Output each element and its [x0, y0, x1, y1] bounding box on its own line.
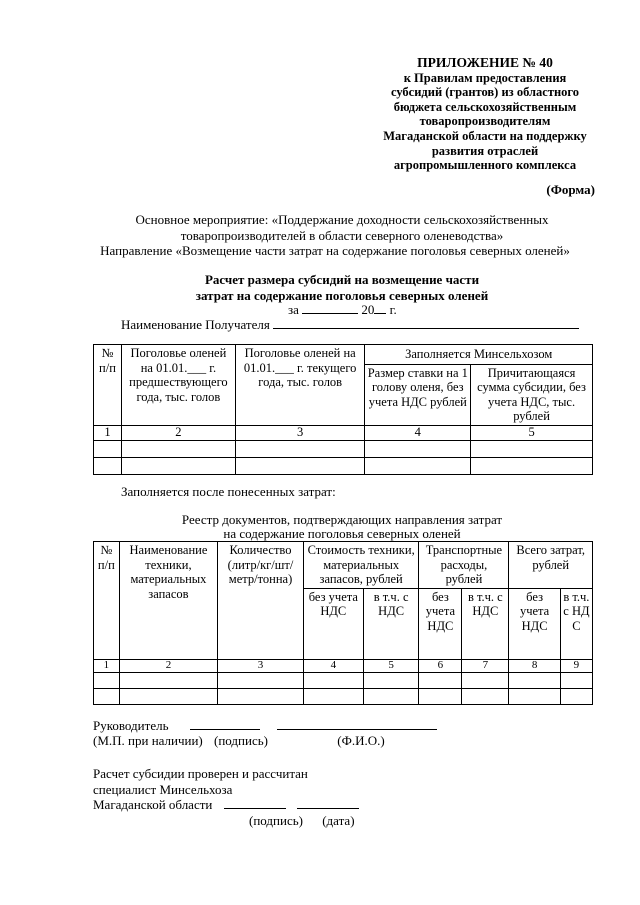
header-ministry: Заполняется Минсельхозом [365, 345, 593, 365]
header-incl-vat: в т.ч. с НДС [462, 588, 509, 659]
calc-table [93, 344, 593, 475]
col-number: 1 [94, 425, 122, 440]
fio-caption: (Ф.И.О.) [337, 733, 385, 748]
col-number: 2 [119, 659, 218, 672]
table-row [94, 688, 593, 704]
specialist-sign-blank[interactable] [224, 808, 286, 809]
table-cell[interactable] [509, 688, 560, 704]
calc-title-line: Расчет размера субсидий на возмещение части [204, 272, 480, 287]
sign-caption: (подпись) [249, 812, 303, 828]
col-number: 4 [303, 659, 363, 672]
checked-block [93, 766, 359, 828]
calc-title [22, 272, 640, 303]
col-number: 8 [509, 659, 560, 672]
header-cost: Стоимость техники, материальных запасов, рублей [303, 542, 419, 589]
period-suffix: г. [389, 302, 397, 317]
appendix-line: бюджета сельскохозяйственным [393, 99, 577, 114]
header-due: Причитающаяся сумма субсидии, без учета НДС, тыс. рублей [471, 364, 593, 425]
table-cell[interactable] [363, 688, 419, 704]
recipient-blank[interactable] [273, 328, 579, 329]
period-line [288, 302, 397, 318]
col-number: 5 [471, 425, 593, 440]
intro-line: Направление «Возмещение части затрат на содержание поголовья северных оленей» [100, 243, 570, 258]
intro-line: Основное мероприятие: «Поддержание доходности сельскохозяйственных [135, 212, 549, 227]
table-cell[interactable] [235, 440, 365, 457]
col-number: 3 [218, 659, 304, 672]
header-rate: Размер ставки на 1 голову оленя, без учета НДС рублей [365, 364, 471, 425]
checked-line: специалист Минсельхоза [93, 781, 233, 797]
appendix-line: к Правилам предоставления [403, 70, 567, 85]
period-year: 20 [361, 302, 375, 317]
col-number: 6 [419, 659, 462, 672]
header-prev-herd: Поголовье оленей на 01.01.___ г. предшествующего года, тыс. голов [121, 345, 235, 426]
appendix-line: товаропроизводителям [419, 114, 551, 129]
header-num: № п/п [94, 542, 120, 660]
registry-title [22, 513, 640, 541]
calc-title-line: затрат на содержание поголовья северных оленей [195, 287, 489, 303]
year-blank[interactable] [374, 313, 386, 314]
registry-title-line: Реестр документов, подтверждающих направления затрат [181, 512, 503, 527]
checked-line: Магаданской области [93, 797, 213, 812]
intro-block [22, 212, 640, 259]
period-prefix: за [288, 302, 299, 317]
mp-label: (М.П. при наличии) [93, 733, 203, 748]
appendix-line: развития отраслей [431, 143, 539, 158]
table-cell[interactable] [121, 457, 235, 474]
date-blank[interactable] [297, 808, 359, 809]
period-blank[interactable] [302, 313, 358, 314]
table-cell[interactable] [419, 688, 462, 704]
col-number: 7 [462, 659, 509, 672]
table-cell[interactable] [462, 672, 509, 688]
col-number: 5 [363, 659, 419, 672]
appendix-title: ПРИЛОЖЕНИЕ № 40 [417, 55, 553, 70]
header-transport: Транспортные расходы, рублей [419, 542, 509, 589]
registry-table [93, 541, 593, 705]
table-cell[interactable] [235, 457, 365, 474]
table-cell[interactable] [218, 688, 304, 704]
table-cell[interactable] [94, 672, 120, 688]
header-curr-herd: Поголовье оленей на 01.01.___ г. текущего года, тыс. голов [235, 345, 365, 426]
table-row [94, 440, 593, 457]
table-cell[interactable] [303, 688, 363, 704]
recipient-label: Наименование Получателя [121, 317, 270, 332]
col-number: 1 [94, 659, 120, 672]
table-cell[interactable] [94, 440, 122, 457]
table-cell[interactable] [303, 672, 363, 688]
table-row [94, 457, 593, 474]
table-cell[interactable] [365, 440, 471, 457]
table-cell[interactable] [471, 457, 593, 474]
header-qty: Количество (литр/кг/шт/ метр/тонна) [218, 542, 304, 660]
recipient-line [121, 317, 579, 333]
table-cell[interactable] [121, 440, 235, 457]
table-cell[interactable] [419, 672, 462, 688]
header-no-vat: без учета НДС [303, 588, 363, 659]
after-costs-note: Заполняется после понесенных затрат: [121, 484, 336, 499]
head-label: Руководитель [93, 718, 169, 733]
table-cell[interactable] [218, 672, 304, 688]
form-label: (Форма) [546, 182, 595, 197]
col-number: 4 [365, 425, 471, 440]
table-cell[interactable] [471, 440, 593, 457]
header-name: Наименование техники, материальных запасов [119, 542, 218, 660]
col-number: 9 [560, 659, 592, 672]
table-cell[interactable] [365, 457, 471, 474]
intro-line: товаропроизводителей в области северного оленеводства» [180, 227, 504, 243]
header-incl-vat: в т.ч. с НДС [363, 588, 419, 659]
table-cell[interactable] [560, 672, 592, 688]
fio-blank[interactable] [277, 729, 437, 730]
header-total: Всего затрат, рублей [509, 542, 593, 589]
table-cell[interactable] [462, 688, 509, 704]
date-caption: (дата) [322, 812, 355, 828]
header-num: № п/п [94, 345, 122, 426]
table-row [94, 672, 593, 688]
appendix-line: Магаданской области на поддержку [383, 128, 587, 143]
table-cell[interactable] [560, 688, 592, 704]
col-number: 2 [121, 425, 235, 440]
table-cell[interactable] [119, 688, 218, 704]
appendix-header [375, 56, 595, 173]
registry-title-line: на содержание поголовья северных оленей [223, 526, 461, 541]
sign-caption: (подпись) [214, 733, 268, 748]
table-cell[interactable] [94, 688, 120, 704]
appendix-line: субсидий (грантов) из областного [390, 85, 580, 100]
table-cell[interactable] [363, 672, 419, 688]
table-cell[interactable] [119, 672, 218, 688]
signature-block [93, 718, 437, 748]
table-cell[interactable] [94, 457, 122, 474]
header-no-vat: без учета НДС [509, 588, 560, 659]
signature-blank[interactable] [190, 729, 260, 730]
col-number: 3 [235, 425, 365, 440]
table-cell[interactable] [509, 672, 560, 688]
header-incl-vat: в т.ч. с НД С [560, 588, 592, 659]
appendix-line: агропромышленного комплекса [393, 158, 577, 173]
header-no-vat: без учета НДС [419, 588, 462, 659]
checked-line: Расчет субсидии проверен и рассчитан [93, 766, 308, 781]
